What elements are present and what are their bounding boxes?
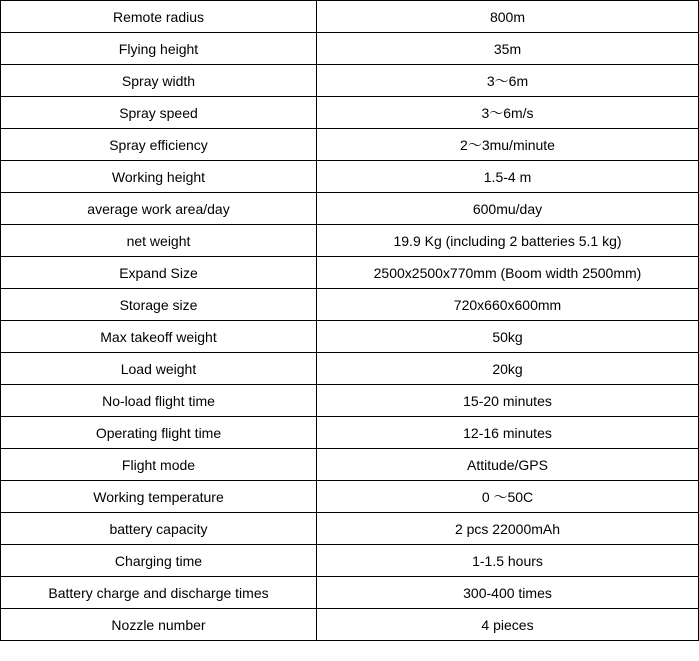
spec-label-cell: Battery charge and discharge times xyxy=(1,577,317,609)
spec-label-cell: Charging time xyxy=(1,545,317,577)
table-row xyxy=(1,97,699,129)
spec-label-cell: Expand Size xyxy=(1,257,317,289)
spec-value-cell: 20kg xyxy=(317,353,699,385)
table-row xyxy=(1,161,699,193)
spec-value-cell: 1-1.5 hours xyxy=(317,545,699,577)
spec-value-cell: 4 pieces xyxy=(317,609,699,641)
spec-value-cell: 1.5-4 m xyxy=(317,161,699,193)
spec-label-cell: Spray width xyxy=(1,65,317,97)
spec-value-cell: 3～6m/s xyxy=(317,97,699,129)
spec-value-cell: 600mu/day xyxy=(317,193,699,225)
table-row xyxy=(1,65,699,97)
spec-value-cell: 3～6m xyxy=(317,65,699,97)
table-row xyxy=(1,353,699,385)
spec-value-cell: 300-400 times xyxy=(317,577,699,609)
spec-label-cell: No-load flight time xyxy=(1,385,317,417)
spec-label-cell: Spray speed xyxy=(1,97,317,129)
spec-label-cell: Working temperature xyxy=(1,481,317,513)
table-row xyxy=(1,417,699,449)
spec-value-cell: 15-20 minutes xyxy=(317,385,699,417)
spec-label-cell: Operating flight time xyxy=(1,417,317,449)
table-row xyxy=(1,33,699,65)
table-row xyxy=(1,385,699,417)
table-row xyxy=(1,225,699,257)
spec-label-cell: Load weight xyxy=(1,353,317,385)
table-row xyxy=(1,1,699,33)
spec-value-cell: Attitude/GPS xyxy=(317,449,699,481)
spec-value-cell: 35m xyxy=(317,33,699,65)
spec-value-cell: 800m xyxy=(317,1,699,33)
spec-label-cell: Flight mode xyxy=(1,449,317,481)
spec-label-cell: average work area/day xyxy=(1,193,317,225)
spec-value-cell: 19.9 Kg (including 2 batteries 5.1 kg) xyxy=(317,225,699,257)
spec-value-cell: 2～3mu/minute xyxy=(317,129,699,161)
spec-label-cell: Storage size xyxy=(1,289,317,321)
table-row xyxy=(1,449,699,481)
spec-label-cell: Spray efficiency xyxy=(1,129,317,161)
spec-label-cell: Nozzle number xyxy=(1,609,317,641)
spec-label-cell: Flying height xyxy=(1,33,317,65)
spec-value-cell: 50kg xyxy=(317,321,699,353)
table-row xyxy=(1,545,699,577)
spec-label-cell: Working height xyxy=(1,161,317,193)
table-row xyxy=(1,609,699,641)
table-row xyxy=(1,193,699,225)
spec-value-cell: 12-16 minutes xyxy=(317,417,699,449)
spec-label-cell: Max takeoff weight xyxy=(1,321,317,353)
spec-label-cell: Remote radius xyxy=(1,1,317,33)
table-row xyxy=(1,481,699,513)
table-row xyxy=(1,321,699,353)
table-row xyxy=(1,577,699,609)
table-row xyxy=(1,513,699,545)
spec-value-cell: 0 ～50C xyxy=(317,481,699,513)
table-row xyxy=(1,129,699,161)
spec-value-cell: 2500x2500x770mm (Boom width 2500mm) xyxy=(317,257,699,289)
spec-value-cell: 720x660x600mm xyxy=(317,289,699,321)
table-row xyxy=(1,257,699,289)
spec-label-cell: battery capacity xyxy=(1,513,317,545)
spec-label-cell: net weight xyxy=(1,225,317,257)
table-row xyxy=(1,289,699,321)
spec-value-cell: 2 pcs 22000mAh xyxy=(317,513,699,545)
specifications-table-body xyxy=(1,1,699,641)
